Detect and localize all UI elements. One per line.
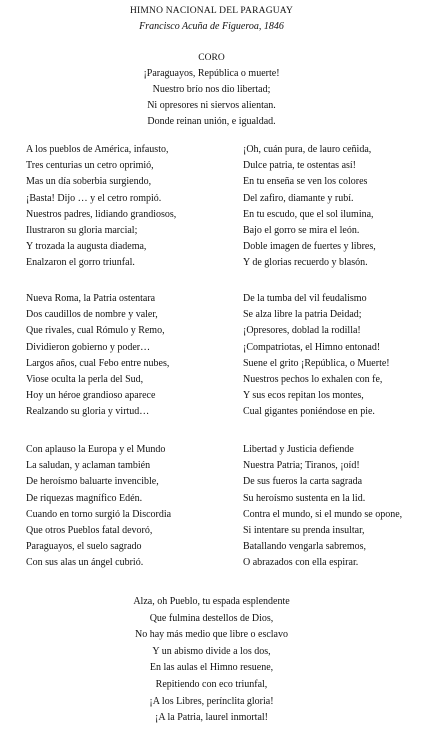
verse-line: Libertad y Justicia defiende (243, 444, 354, 455)
verse-line: ¡Basta! Dijo … y el cetro rompió. (26, 192, 162, 204)
verse-line: Que rivales, cual Rómulo y Remo, (26, 325, 165, 337)
verse-line: Dos caudillos de nombre y valer, (26, 309, 158, 321)
verse-line: Que fulmina destellos de Dios, (149, 612, 274, 624)
verse-line: Del zafiro, diamante y rubí. (243, 192, 354, 204)
author-line: Francisco Acuña de Figueroa, 1846 (139, 21, 284, 32)
verse-line: Nueva Roma, la Patria ostentara (26, 293, 156, 304)
verse-line: No hay más medio que libre o esclavo (134, 629, 288, 641)
verse-line: Cual gigantes poniéndose en pie. (243, 406, 375, 418)
coro-line: Donde reinan unión, e igualdad. (147, 116, 276, 127)
verse-line: Su heroísmo sustenta en la lid. (243, 492, 366, 504)
verse-line: De riquezas magnífico Edén. (26, 492, 143, 504)
verse-line: Con sus alas un ángel cubrió. (26, 557, 144, 569)
coro-line: Ni opresores ni siervos alientan. (147, 100, 276, 111)
verse-line: Hoy un héroe grandioso aparece (26, 390, 156, 402)
verse-line: ¡A los Libres, perínclita gloria! (149, 695, 274, 707)
verse-line: En tu escudo, que el sol ilumina, (243, 208, 374, 220)
verse-line: Nuestra Patria; Tiranos, ¡oíd! (243, 460, 360, 472)
stanza-left-2 (26, 291, 226, 421)
verse-line: Y un abismo divide a los dos, (152, 645, 271, 657)
stanza-right-1 (243, 142, 423, 272)
verse-line: Largos años, cual Febo entre nubes, (26, 357, 170, 369)
verse-line: Contra el mundo, si el mundo se opone, (243, 508, 403, 520)
verse-line: De heroísmo baluarte invencible, (26, 476, 159, 488)
verse-line: Y sus ecos repitan los montes, (243, 390, 364, 402)
verse-line: Con aplauso la Europa y el Mundo (26, 444, 166, 455)
verse-line: Y trozada la augusta diadema, (26, 241, 147, 253)
verse-line: Y de glorias recuerdo y blasón. (243, 257, 368, 269)
verse-line: ¡Opresores, doblad la rodilla! (243, 325, 361, 337)
verse-line: Viose oculta la perla del Sud, (26, 373, 144, 385)
verse-line: ¡Compatriotas, el Himno entonad! (243, 341, 381, 353)
verse-line: Dividieron gobierno y poder… (26, 341, 151, 353)
verse-line: Nuestros pechos lo exhalen con fe, (243, 373, 383, 385)
final-stanza (0, 594, 423, 727)
verse-line: Que otros Pueblos fatal devoró, (26, 524, 153, 536)
verse-line: Ilustraron su gloria marcial; (26, 224, 138, 236)
verse-line: Tres centurias un cetro oprimió, (26, 160, 154, 172)
verse-line: Cuando en torno surgió la Discordia (26, 508, 172, 520)
verse-line: En tu enseña se ven los colores (243, 176, 368, 188)
verse-line: Repitiendo con eco triunfal, (155, 678, 268, 690)
coro-line: Nuestro brío nos dio libertad; (152, 84, 271, 95)
verse-line: Bajo el gorro se mira el león. (243, 224, 360, 236)
verse-line: Mas un día soberbia surgiendo, (26, 176, 152, 188)
verse-line: A los pueblos de América, infausto, (26, 144, 169, 155)
stanza-right-2 (243, 291, 423, 421)
verse-line: ¡A la Patria, laurel inmortal! (154, 712, 269, 724)
stanza-left-3 (26, 442, 226, 572)
verse-line: Suene el grito ¡República, o Muerte! (243, 357, 390, 369)
verse-line: En las aulas el Himno resuene, (149, 662, 274, 674)
verse-line: O abrazados con ella espirar. (243, 557, 359, 569)
verse-line: Alza, oh Pueblo, tu espada esplendente (133, 596, 290, 607)
stanza-left-1 (26, 142, 226, 272)
verse-line: ¡Oh, cuán pura, de lauro ceñida, (243, 144, 372, 155)
document-title: HIMNO NACIONAL DEL PARAGUAY (129, 6, 294, 16)
coro-line: ¡Paraguayos, República o muerte! (143, 68, 280, 79)
coro-section (0, 50, 423, 130)
verse-line: Paraguayos, el suelo sagrado (26, 541, 142, 553)
verse-line: De la tumba del vil feudalismo (243, 293, 367, 304)
verse-line: Se alza libre la patria Deidad; (243, 309, 362, 321)
verse-line: Realzando su gloria y virtud… (26, 406, 150, 418)
verse-line: Si intentare su prenda insultar, (243, 524, 365, 536)
stanza-right-3 (243, 442, 423, 572)
verse-line: La saludan, y aclaman también (26, 460, 151, 472)
verse-line: Enalzaron el gorro triunfal. (26, 257, 135, 269)
verse-line: De sus fueros la carta sagrada (243, 476, 363, 488)
verse-line: Nuestros padres, lidiando grandiosos, (26, 208, 177, 220)
verse-line: Doble imagen de fuertes y libres, (243, 241, 376, 253)
coro-heading: CORO (198, 53, 225, 63)
verse-line: Dulce patria, te ostentas así! (243, 160, 357, 172)
verse-line: Batallando vengarla sabremos, (243, 541, 367, 553)
